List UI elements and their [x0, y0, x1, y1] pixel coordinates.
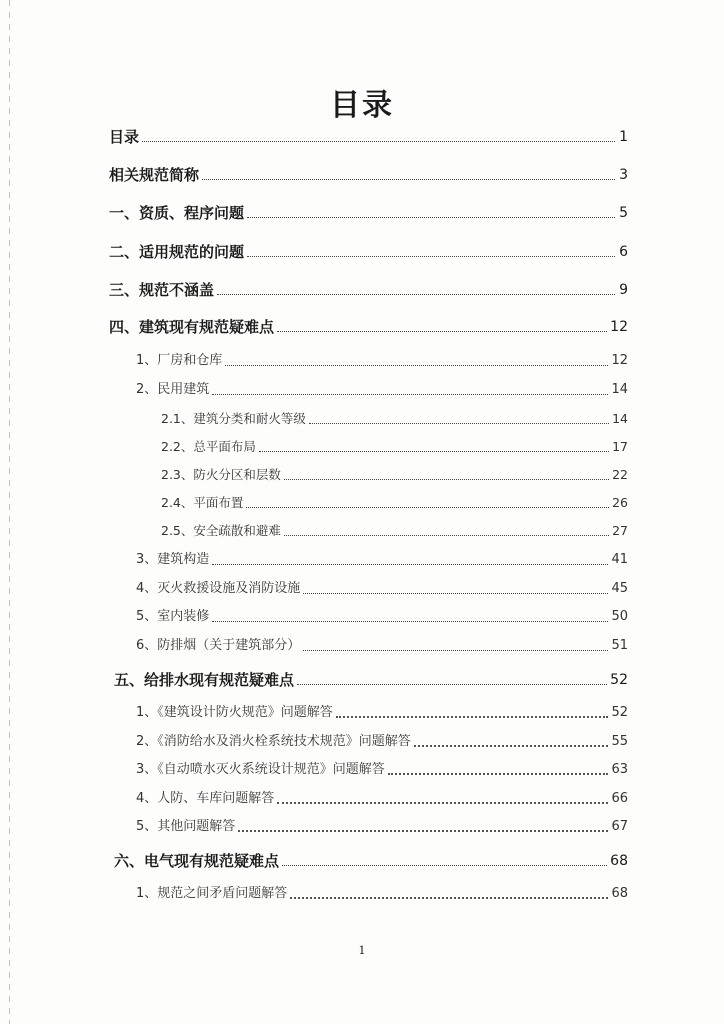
toc-leader [259, 451, 609, 452]
toc-entry-label: 目录 [109, 128, 140, 146]
toc-entry-page: 17 [612, 439, 628, 454]
toc-entry[interactable] [109, 318, 628, 336]
toc-leader [212, 564, 608, 565]
toc-leader [202, 179, 615, 180]
toc-leader [247, 256, 615, 257]
toc-entry[interactable] [136, 637, 628, 655]
toc-leader [388, 773, 609, 775]
toc-entry-page: 55 [611, 734, 628, 749]
toc-leader [303, 593, 608, 594]
toc-entry-page: 12 [610, 319, 628, 335]
toc-entry-page: 27 [612, 523, 628, 538]
toc-entry-page: 45 [611, 581, 628, 596]
toc-entry-page: 1 [619, 129, 628, 145]
toc-entry-label: 四、建筑现有规范疑难点 [109, 318, 275, 336]
toc-entry[interactable] [109, 166, 628, 184]
toc-entry-label: 六、电气现有规范疑难点 [114, 852, 280, 870]
toc-entry-page: 14 [611, 382, 628, 397]
toc-leader [414, 745, 609, 747]
toc-leader [246, 507, 609, 508]
toc-entry[interactable] [114, 852, 628, 870]
toc-entry-label: 五、给排水现有规范疑难点 [114, 671, 295, 689]
toc-entry-label: 一、资质、程序问题 [109, 204, 245, 222]
toc-entry-label: 5、其他问题解答 [136, 819, 236, 834]
toc-entry-label: 2.4、平面布置 [161, 495, 244, 510]
toc-entry[interactable] [161, 410, 628, 428]
toc-entry[interactable] [114, 671, 628, 689]
toc-entry-label: 1、厂房和仓库 [136, 353, 223, 368]
toc-entry[interactable] [161, 438, 628, 456]
toc-entry[interactable] [136, 551, 628, 569]
toc-leader [284, 479, 609, 480]
toc-entry[interactable] [161, 494, 628, 512]
toc-entry[interactable] [161, 466, 628, 484]
toc-entry-page: 26 [612, 495, 628, 510]
toc-leader [142, 141, 615, 142]
toc-entry-label: 2.5、安全疏散和避难 [161, 523, 281, 538]
toc-entry[interactable] [136, 790, 628, 808]
toc-entry[interactable] [136, 352, 628, 370]
toc-entry-label: 3、建筑构造 [136, 552, 210, 567]
toc-entry-page: 3 [619, 167, 628, 183]
toc-leader [284, 535, 609, 536]
toc-entry-label: 2.1、建筑分类和耐火等级 [161, 411, 306, 426]
toc-entry-page: 22 [612, 467, 628, 482]
toc-leader [217, 294, 615, 295]
toc-entry[interactable] [136, 580, 628, 598]
toc-entry-page: 6 [619, 244, 628, 260]
toc-entry-label: 4、人防、车库问题解答 [136, 791, 275, 806]
toc-entry[interactable] [109, 281, 628, 299]
toc-leader [336, 716, 609, 718]
toc-entry-page: 51 [611, 638, 628, 653]
toc-entry-page: 52 [611, 705, 628, 720]
toc-leader [212, 394, 608, 395]
toc-entry[interactable] [136, 733, 628, 751]
toc-entry-page: 66 [611, 791, 628, 806]
toc-entry[interactable] [136, 761, 628, 779]
toc-leader [225, 365, 608, 366]
toc-leader [297, 684, 607, 685]
toc-entry[interactable] [136, 381, 628, 399]
toc-entry-label: 2.3、防火分区和层数 [161, 467, 281, 482]
toc-entry-page: 5 [619, 205, 628, 221]
toc-entry-label: 2.2、总平面布局 [161, 439, 256, 454]
toc-entry-label: 2、《消防给水及消火栓系统技术规范》问题解答 [136, 734, 411, 749]
toc-entry-label: 4、灭火救援设施及消防设施 [136, 581, 301, 596]
toc-entry-page: 9 [619, 282, 628, 298]
toc-entry-page: 52 [610, 672, 628, 688]
toc-entry-page: 68 [610, 853, 628, 869]
toc-entry[interactable] [136, 608, 628, 626]
toc-entry-page: 68 [611, 886, 628, 901]
toc-leader [282, 865, 607, 866]
toc-entry-label: 2、民用建筑 [136, 382, 210, 397]
toc-entry-page: 12 [611, 353, 628, 368]
toc-entry-page: 14 [612, 411, 628, 426]
toc-entry-page: 67 [611, 819, 628, 834]
toc-entry-label: 相关规范简称 [109, 166, 200, 184]
toc-entry-label: 1、规范之间矛盾问题解答 [136, 886, 288, 901]
toc-leader [212, 621, 608, 622]
toc-entry-label: 三、规范不涵盖 [109, 281, 215, 299]
toc-leader [290, 897, 608, 899]
toc-entry-page: 63 [611, 762, 628, 777]
toc-entry[interactable] [109, 204, 628, 222]
toc-entry-label: 二、适用规范的问题 [109, 243, 245, 261]
page-number: 1 [358, 944, 366, 957]
toc-leader [277, 802, 608, 804]
toc-entry[interactable] [136, 818, 628, 836]
toc-entry[interactable] [109, 128, 628, 146]
toc-entry[interactable] [109, 243, 628, 261]
toc-entry[interactable] [136, 704, 628, 722]
toc-leader [309, 423, 609, 424]
toc-leader [303, 650, 608, 651]
toc-entry-label: 3、《自动喷水灭火系统设计规范》问题解答 [136, 762, 385, 777]
toc-leader [238, 830, 608, 832]
toc-entry-label: 1、《建筑设计防火规范》问题解答 [136, 705, 333, 720]
toc-leader [277, 331, 607, 332]
toc-leader [247, 217, 615, 218]
toc-entry[interactable] [161, 522, 628, 540]
toc-entry-label: 6、防排烟（关于建筑部分） [136, 638, 301, 653]
toc-entry-page: 50 [611, 609, 628, 624]
toc-title: 目录 [330, 88, 394, 123]
toc-entry[interactable] [136, 885, 628, 903]
toc-entry-page: 41 [611, 552, 628, 567]
toc-entry-label: 5、室内装修 [136, 609, 210, 624]
